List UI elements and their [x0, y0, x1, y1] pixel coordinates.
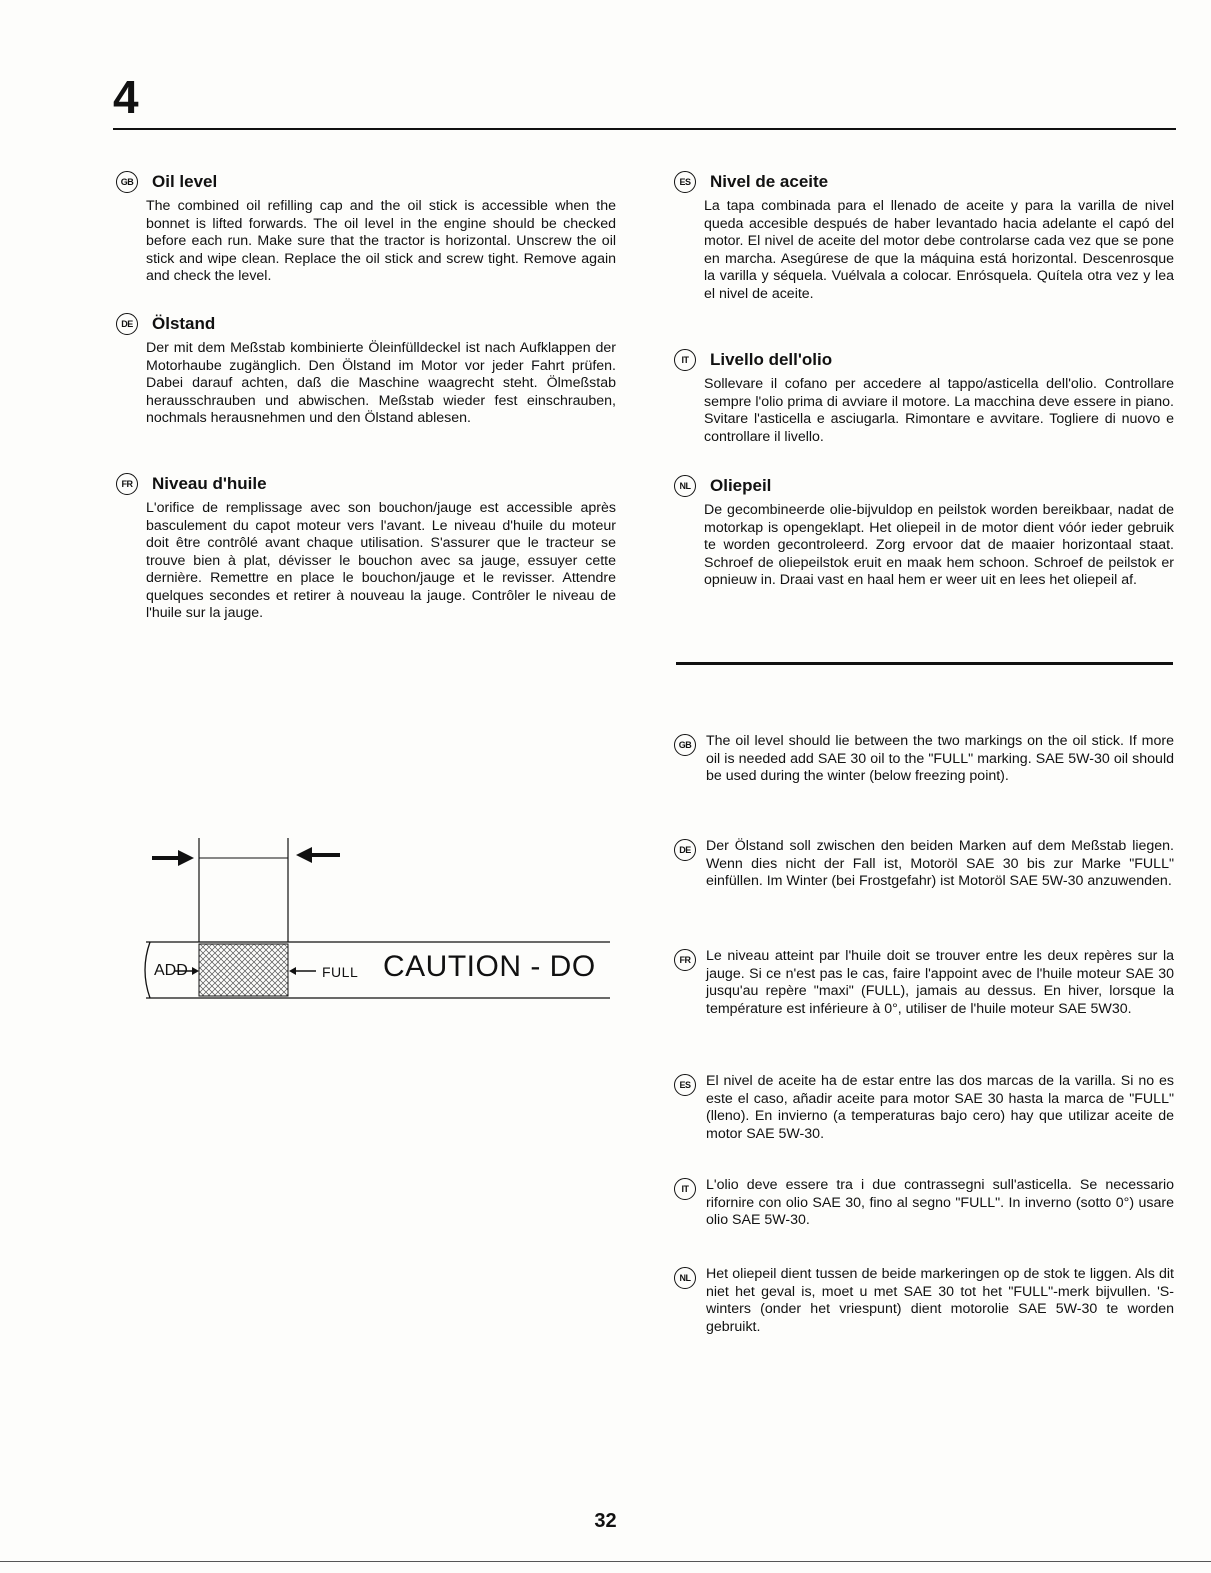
section-title: Oil level [152, 172, 218, 191]
section-title: Niveau d'huile [152, 474, 267, 493]
section-title: Ölstand [152, 314, 216, 333]
note-de [674, 838, 1174, 891]
footer-rule [0, 1561, 1211, 1562]
section-de [116, 310, 616, 428]
note-it [674, 1177, 1174, 1230]
section-es [674, 168, 1174, 303]
page-number: 32 [594, 1510, 617, 1532]
dipstick-diagram [140, 830, 620, 1020]
note-text: Der Ölstand soll zwischen den beiden Marken auf dem Meßstab liegen. Wenn dies nicht der Fall ist, Motoröl SAE 30 bis zur Marke "FULL" einfüllen. Im Winter (bei Frostgefahr) ist Motoröl SAE 5W-30 anzuwenden. [706, 838, 1174, 889]
section-text: Sollevare il cofano per accedere al tappo/asticella dell'olio. Controllare sempre l'olio prima di avviare il motore. La macchina deve essere in piano. Svitare l'asticella e asciugarla. Rimontare e avvitare. Togliere di nuovo e controllare il livello. [704, 376, 1174, 445]
section-text: The combined oil refilling cap and the oil stick is accessible when the bonnet is lifted forwards. The oil level in the engine should be checked before each run. Make sure that the tractor is horizontal. Unscrew the oil stick and wipe clean. Replace the oil stick and screw tight. Remove again and check the level. [146, 198, 616, 284]
language-badge: GB [674, 734, 696, 756]
language-badge: NL [674, 475, 696, 497]
language-badge: DE [674, 839, 696, 861]
note-text: Le niveau atteint par l'huile doit se trouver entre les deux repères sur la jauge. Si ce n'est pas le cas, faire l'appoint avec de l'huile moteur SAE 30 jusqu'au repère "maxi" (FULL), jamais au dessus. En hiver, lorsque la température est inférieure à 0°, utiliser de l'huile moteur SAE 5W30. [706, 948, 1174, 1017]
language-badge: IT [674, 349, 696, 371]
right-arrow-icon [152, 850, 194, 866]
language-badge: DE [116, 313, 138, 335]
section-title: Livello dell'olio [710, 350, 833, 369]
section-gb [116, 168, 616, 286]
add-label: ADD [154, 962, 188, 979]
note-nl [674, 1266, 1174, 1336]
note-es [674, 1073, 1174, 1143]
section-text: L'orifice de remplissage avec son bouchon/jauge est accessible après basculement du capot moteur vers l'avant. Le niveau d'huile du moteur doit être contrôlé avant chaque utilisation. S'assurer que le tracteur se trouve bien à plat, dévisser le bouchon avec sa jauge, essuyer cette dernière. Remettre en place le bouchon/jauge et le revisser. Attendre quelques secondes et retirer à nouveau la jauge. Contrôler le niveau de l'huile sur la jauge. [146, 500, 616, 621]
note-text: L'olio deve essere tra i due contrassegni sull'asticella. Se necessario rifornire con olio SAE 30, fino al segno "FULL". In inverno (sotto 0°) usare olio SAE 5W-30. [706, 1177, 1174, 1228]
language-badge: GB [116, 171, 138, 193]
section-title: Oliepeil [710, 476, 772, 495]
section-nl [674, 472, 1174, 590]
section-text: La tapa combinada para el llenado de aceite y para la varilla de nivel queda accesible después de haber levantado hacia adelante el capó del motor. El nivel de aceite del motor debe controlarse cada vez que se pone en marcha. Asegúrese de que la máquina está horizontal. Descenrosque la varilla y séquela. Vuélvala a colocar. Enrósquela. Quítela otra vez y lea el nivel de aceite. [704, 198, 1174, 302]
note-text: The oil level should lie between the two markings on the oil stick. If more oil is needed add SAE 30 oil to the "FULL" marking. SAE 5W-30 oil should be used during the winter (below freezing point). [706, 733, 1174, 784]
language-badge: FR [674, 949, 696, 971]
language-badge: FR [116, 473, 138, 495]
section-text: Der mit dem Meßstab kombinierte Öleinfülldeckel ist nach Aufklappen der Motorhaube zugänglich. Den Ölstand im Motor vor jeder Fahrt prüfen. Dabei darauf achten, daß die Maschine waagrecht steht. Ölmeßstab herausschrauben und abwischen. Meßstab wieder fest einschrauben, nochmals herausnehmen und den Ölstand ablesen. [146, 340, 616, 426]
language-badge: ES [674, 171, 696, 193]
section-divider [676, 662, 1173, 665]
dipstick-illustration [140, 830, 620, 1020]
language-badge: ES [674, 1074, 696, 1096]
note-text: Het oliepeil dient tussen de beide markeringen op de stok te liggen. Als dit niet het geval is, moet u met SAE 30 tot het "FULL"-merk bijvullen. 'S-winters (onder het vriespunt) dient motorolie SAE 5W-30 te worden gebruikt. [706, 1266, 1174, 1335]
note-fr [674, 948, 1174, 1018]
oil-range-hatch [199, 944, 288, 996]
section-fr [116, 470, 616, 623]
note-text: El nivel de aceite ha de estar entre las dos marcas de la varilla. Si no es este el caso, añadir aceite para motor SAE 30 hasta la marca de "FULL" (lleno). En invierno (a temperaturas bajo cero) hay que utilizar aceite de motor SAE 5W-30. [706, 1073, 1174, 1142]
full-label: FULL [322, 964, 359, 980]
section-title: Nivel de aceite [710, 172, 829, 191]
language-badge: NL [674, 1267, 696, 1289]
note-gb [674, 733, 1174, 786]
section-it [674, 346, 1174, 446]
left-arrow-icon [296, 847, 340, 863]
header-rule [113, 128, 1176, 130]
chapter-number: 4 [113, 71, 138, 123]
caution-text: CAUTION - DO [383, 950, 596, 983]
language-badge: IT [674, 1178, 696, 1200]
section-text: De gecombineerde olie-bijvuldop en peilstok worden bereikbaar, nadat de motorkap is opengeklapt. Het oliepeil in de motor dient vóór ieder gebruik te worden gecontroleerd. Zorg ervoor dat de maaier horizontaal staat. Schroef de oliepeilstok eruit en maak hem schoon. Schroef de peilstok er opnieuw in. Draai vast en haal hem er weer uit en lees het oliepeil af. [704, 502, 1174, 588]
